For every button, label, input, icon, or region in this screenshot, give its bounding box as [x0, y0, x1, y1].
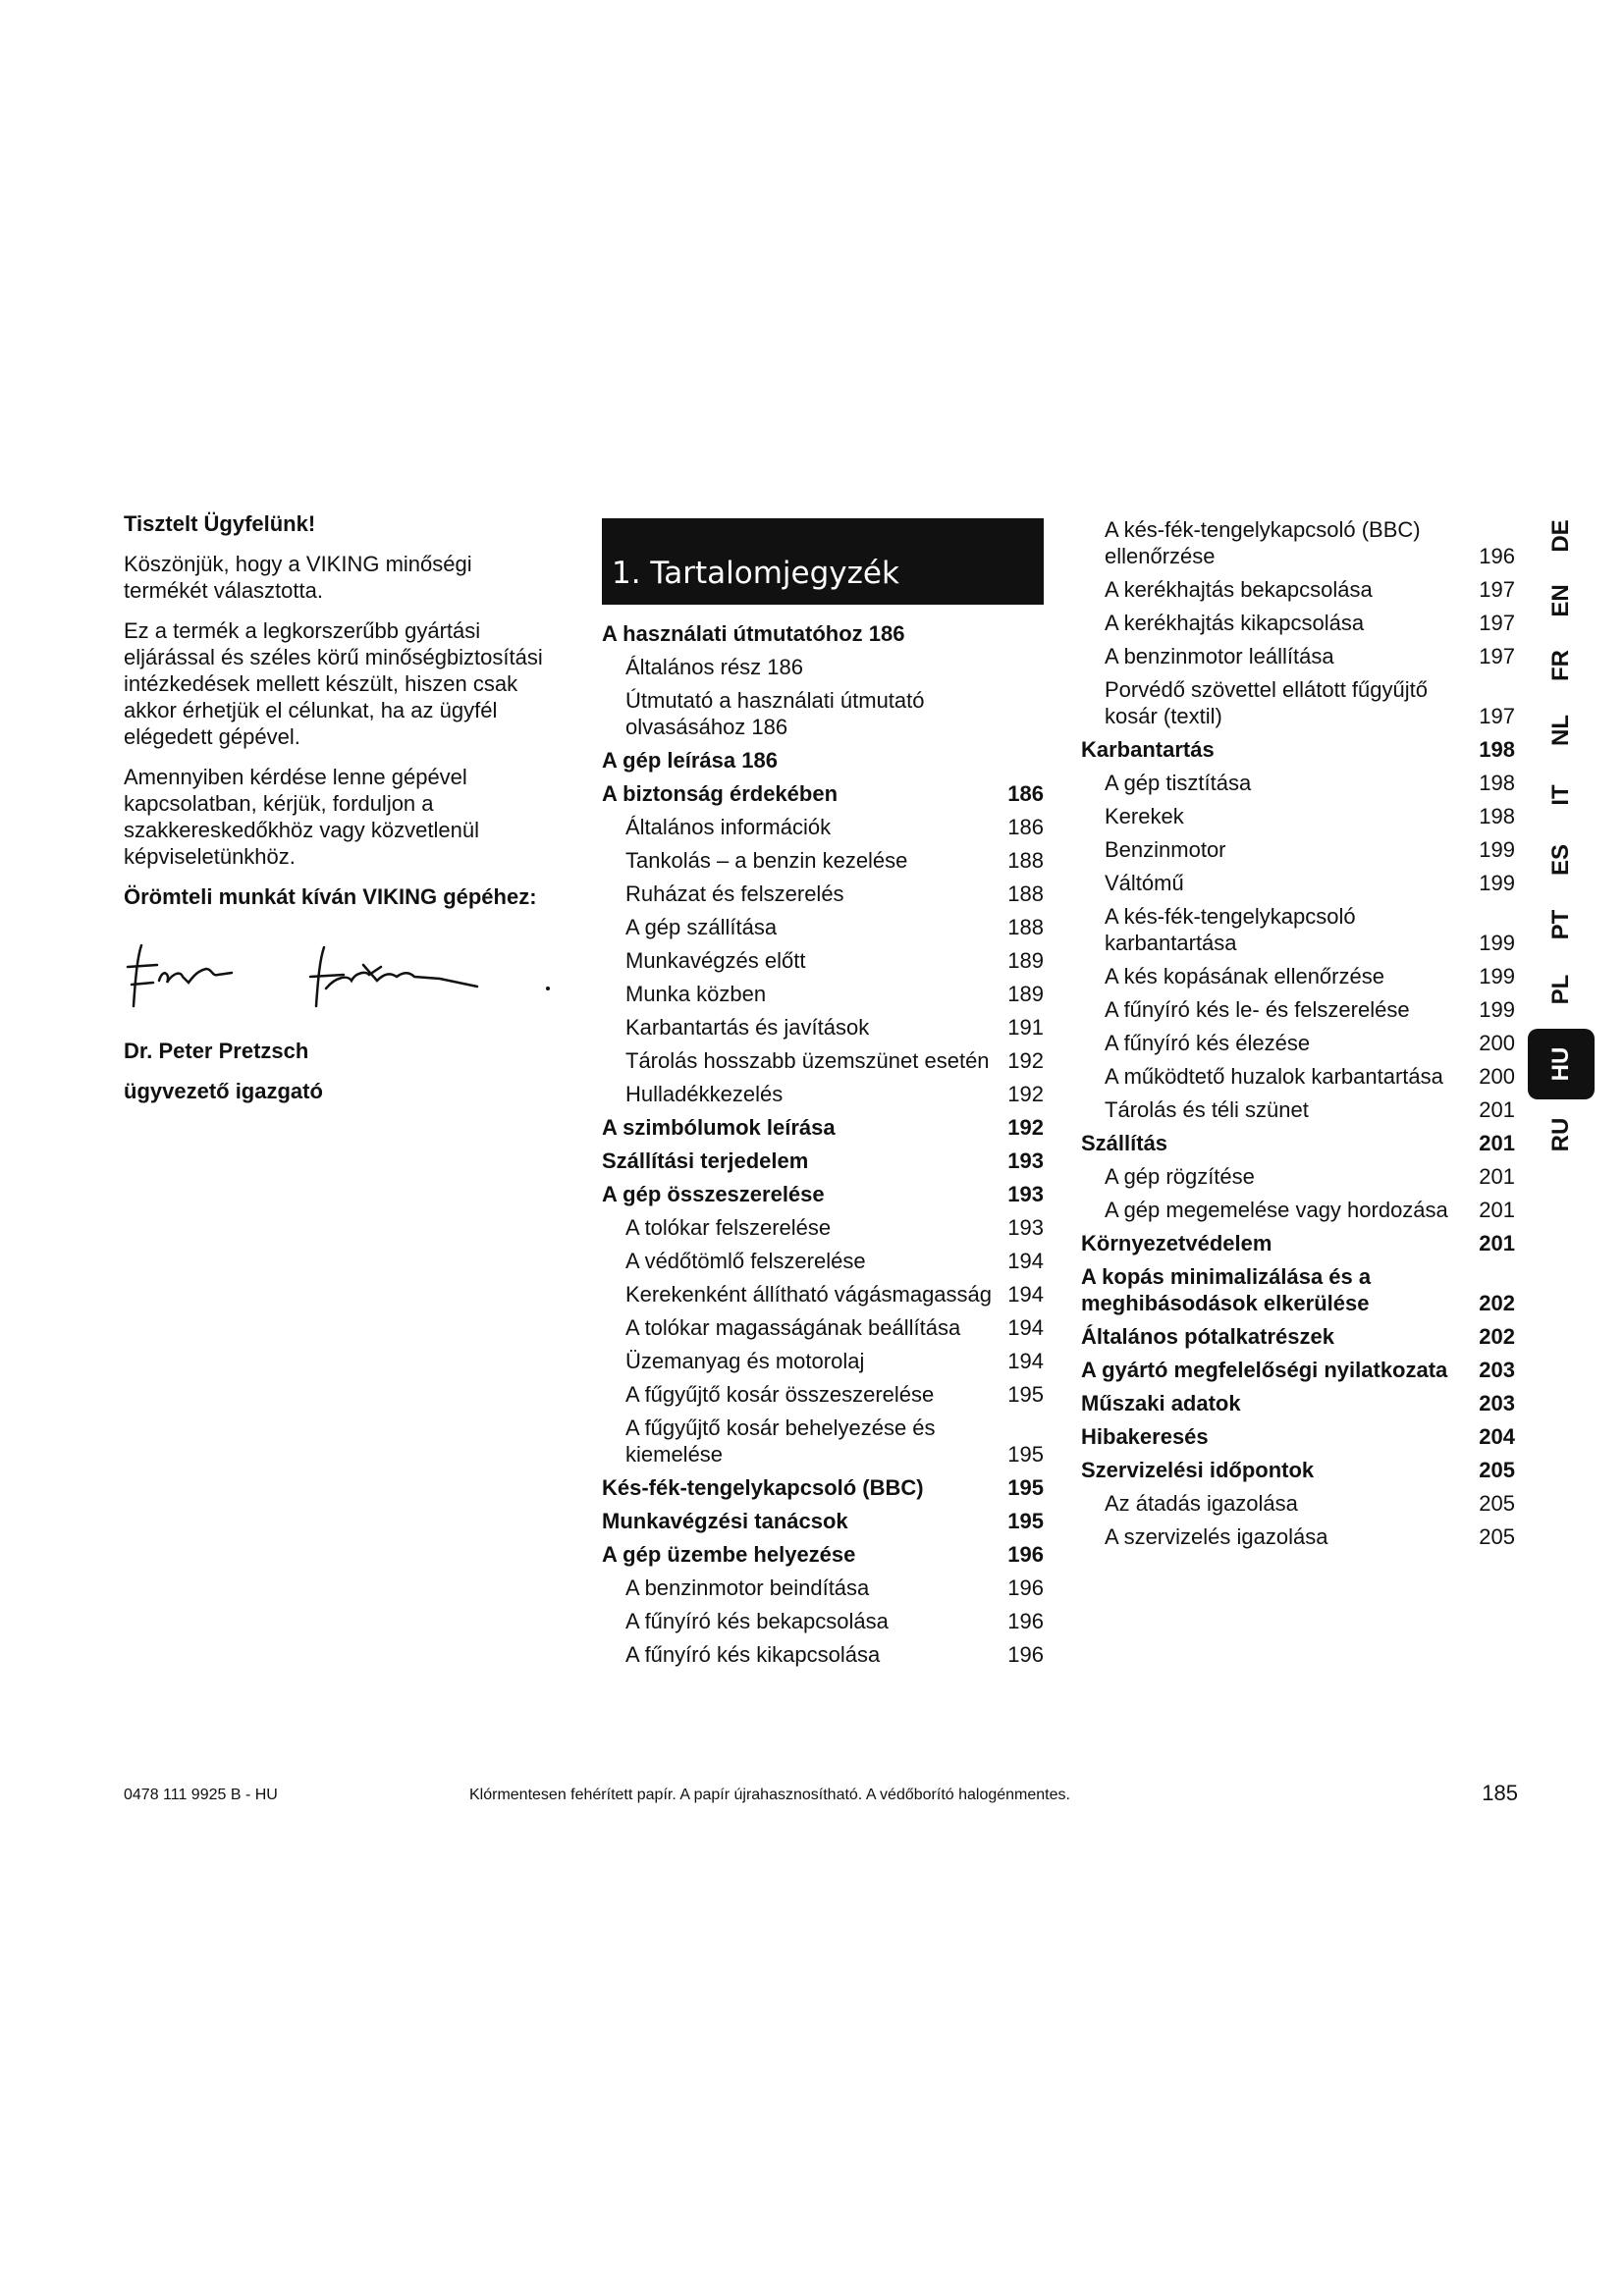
footer-paper-note: Klórmentesen fehérített papír. A papír újrahasznosítható. A védőborító halogénmentes.: [469, 1787, 1070, 1803]
toc-entry: [1081, 1130, 1515, 1156]
toc-entry: [602, 687, 1044, 740]
toc-entry-page: 197: [1479, 704, 1515, 728]
toc-entry: [1081, 576, 1515, 603]
toc-entry: [1081, 803, 1515, 829]
toc-entry: [602, 1474, 1044, 1501]
footer-document-code: 0478 111 9925 B - HU: [124, 1787, 278, 1803]
toc-entry: [602, 1608, 1044, 1634]
toc-entry-title: Általános pótalkatrészek: [1081, 1324, 1334, 1349]
toc-entry: [1081, 1390, 1515, 1416]
toc-entry-title: Üzemanyag és motorolaj: [625, 1349, 865, 1373]
page-number: 185: [1482, 1781, 1518, 1805]
toc-entry: [602, 1248, 1044, 1274]
toc-entry-title: A benzinmotor leállítása: [1105, 644, 1334, 668]
toc-entry-title: Karbantartás: [1081, 737, 1215, 762]
toc-entry: [602, 1081, 1044, 1107]
toc-entry-page: 192: [1007, 1082, 1044, 1106]
language-tab-label: RU: [1547, 1117, 1574, 1152]
toc-entry: [602, 1541, 1044, 1568]
toc-entry-page: 194: [1007, 1282, 1044, 1307]
toc-entry-page: 195: [1007, 1382, 1044, 1407]
toc-entry-title: Ruházat és felszerelés: [625, 881, 844, 906]
toc-entry-title: Váltómű: [1105, 871, 1184, 895]
language-tab-label: PT: [1547, 909, 1574, 940]
signer-title: ügyvezető igazgató: [124, 1079, 323, 1103]
language-tab-fr[interactable]: [1528, 640, 1595, 691]
toc-entry-title: A fűgyűjtő kosár behelyezése és kiemelése: [625, 1415, 936, 1467]
toc-entry-page: 193: [1007, 1182, 1044, 1206]
toc-entry-title: Általános információk: [625, 815, 832, 839]
toc-entry-page: 198: [1479, 804, 1515, 828]
language-tabs: [1528, 510, 1595, 1174]
toc-entry: [1081, 676, 1515, 729]
language-tab-hu[interactable]: [1528, 1029, 1595, 1099]
toc-entry: [602, 1415, 1044, 1468]
toc-entry-page: 205: [1479, 1524, 1515, 1549]
letter-closing: Örömteli munkát kíván VIKING gépéhez:: [124, 884, 537, 909]
toc-entry: [1081, 870, 1515, 896]
toc-entry-page: 196: [1007, 1609, 1044, 1633]
toc-entry-title: A védőtömlő felszerelése: [625, 1249, 866, 1273]
toc-entry-page: 192: [1007, 1115, 1044, 1140]
toc-entry-page: 199: [1479, 837, 1515, 862]
toc-entry-page: 186: [1007, 781, 1044, 806]
toc-entry-title: Porvédő szövettel ellátott fűgyűjtő kosár (textil): [1105, 677, 1428, 728]
toc-entry: [1081, 1523, 1515, 1550]
toc-entry-page: 189: [1007, 948, 1044, 973]
toc-entry-title: A fűnyíró kés kikapcsolása: [625, 1642, 881, 1667]
toc-entry-page: 194: [1007, 1249, 1044, 1273]
toc-entry-page: 193: [1007, 1148, 1044, 1173]
toc-entry-title: A gyártó megfelelőségi nyilatkozata: [1081, 1358, 1448, 1382]
toc-entry: [602, 1381, 1044, 1408]
toc-entry-title: A kés-fék-tengelykapcsoló karbantartása: [1105, 904, 1356, 955]
toc-entry: [602, 981, 1044, 1007]
toc-column-1: [602, 518, 1044, 1675]
toc-entry-page: 202: [1479, 1324, 1515, 1349]
toc-entry: [602, 947, 1044, 974]
toc-entry-title: Benzinmotor: [1105, 837, 1226, 862]
toc-entry-title: Szállítás: [1081, 1131, 1168, 1155]
toc-entry-page: 204: [1479, 1424, 1515, 1449]
signer-name: Dr. Peter Pretzsch: [124, 1039, 309, 1063]
toc-entry-title: A működtető huzalok karbantartása: [1105, 1064, 1443, 1089]
toc-entry: [1081, 610, 1515, 636]
toc-entry-title: A benzinmotor beindítása: [625, 1575, 870, 1600]
language-tab-label: FR: [1547, 650, 1574, 681]
toc-entry: [1081, 903, 1515, 956]
toc-entry: [602, 1181, 1044, 1207]
toc-entry: [602, 780, 1044, 807]
toc-entry-page: 198: [1479, 771, 1515, 795]
toc-entry-title: A gép szállítása: [625, 915, 778, 939]
toc-entry: [1081, 1323, 1515, 1350]
language-tab-label: HU: [1547, 1046, 1574, 1082]
toc-entry: [602, 1508, 1044, 1534]
toc-entry-title: Környezetvédelem: [1081, 1231, 1272, 1255]
toc-entry-page: 196: [1007, 1575, 1044, 1600]
toc-entry: [1081, 770, 1515, 796]
toc-entry-title: Az átadás igazolása: [1105, 1491, 1298, 1516]
letter-paragraph-1: Köszönjük, hogy a VIKING minőségi termékét választotta.: [124, 552, 472, 603]
toc-entry: [602, 847, 1044, 874]
toc-entry-page: 191: [1007, 1015, 1044, 1040]
toc-entry-title: A tolókar magasságának beállítása: [625, 1315, 961, 1340]
toc-entry-title: Szervizelési időpontok: [1081, 1458, 1315, 1482]
toc-entry-page: 199: [1479, 964, 1515, 988]
toc-entry: [602, 1114, 1044, 1141]
toc-list-1: [602, 620, 1044, 1668]
toc-entry-page: 188: [1007, 881, 1044, 906]
toc-entry-title: Munkavégzési tanácsok: [602, 1509, 848, 1533]
toc-entry: [1081, 1423, 1515, 1450]
toc-entry-title: Szállítási terjedelem: [602, 1148, 809, 1173]
toc-entry-page: 203: [1479, 1358, 1515, 1382]
toc-entry: [602, 1014, 1044, 1041]
toc-entry-page: 201: [1479, 1198, 1515, 1222]
toc-entry: [1081, 516, 1515, 569]
toc-entry-title: A gép tisztítása: [1105, 771, 1252, 795]
toc-entry-title: A kerékhajtás kikapcsolása: [1105, 611, 1365, 635]
language-tab-nl[interactable]: [1528, 705, 1595, 756]
toc-entry: [1081, 1357, 1515, 1383]
toc-entry-title: A biztonság érdekében: [602, 781, 839, 806]
toc-entry-page: 205: [1479, 1458, 1515, 1482]
toc-entry: [602, 654, 1044, 680]
toc-entry-page: 201: [1479, 1231, 1515, 1255]
toc-column-2: [1081, 516, 1515, 1557]
toc-entry-page: 203: [1479, 1391, 1515, 1415]
toc-entry-title: Hulladékkezelés: [625, 1082, 784, 1106]
toc-entry-page: 189: [1007, 982, 1044, 1006]
toc-entry-page: 193: [1007, 1215, 1044, 1240]
toc-entry-title: Kerekenként állítható vágásmagasság: [625, 1282, 993, 1307]
toc-entry-page: 195: [1007, 1442, 1044, 1467]
language-tab-ru[interactable]: [1528, 1109, 1595, 1160]
language-tab-pt[interactable]: [1528, 899, 1595, 950]
letter-paragraph-2: Ez a termék a legkorszerűbb gyártási eljárással és széles körű minőségbiztosítási intézkedések mellett készült, hiszen csak akkor érhetjük el célunkat, ha az ügyfél elégedett gépével.: [124, 618, 543, 749]
language-tab-pl[interactable]: [1528, 964, 1595, 1015]
toc-entry: [602, 1314, 1044, 1341]
toc-entry: [1081, 1030, 1515, 1056]
toc-entry-title: A gép megemelése vagy hordozása: [1105, 1198, 1448, 1222]
language-tab-label: PL: [1547, 974, 1574, 1005]
toc-entry-title: Kerekek: [1105, 804, 1184, 828]
toc-entry-title: A gép összeszerelése: [602, 1182, 825, 1206]
toc-entry-title: A szervizelés igazolása: [1105, 1524, 1328, 1549]
toc-entry: [1081, 1096, 1515, 1123]
toc-entry-page: 201: [1479, 1131, 1515, 1155]
toc-entry-page: 202: [1479, 1291, 1515, 1315]
toc-entry-page: 196: [1007, 1642, 1044, 1667]
toc-entry-page: 199: [1479, 871, 1515, 895]
toc-entry-page: 201: [1479, 1164, 1515, 1189]
toc-entry-title: Karbantartás és javítások: [625, 1015, 870, 1040]
toc-entry-title: Tankolás – a benzin kezelése: [625, 848, 908, 873]
toc-entry-title: A gép leírása 186: [602, 748, 778, 773]
toc-entry: [602, 1281, 1044, 1308]
toc-entry-title: A kés kopásának ellenőrzése: [1105, 964, 1384, 988]
toc-entry-page: 196: [1479, 544, 1515, 568]
welcome-letter: [124, 510, 556, 1118]
toc-entry: [1081, 1457, 1515, 1483]
toc-entry: [602, 881, 1044, 907]
toc-entry-page: 199: [1479, 997, 1515, 1022]
toc-entry: [1081, 1490, 1515, 1517]
toc-entry-title: A gép üzembe helyezése: [602, 1542, 856, 1567]
toc-entry-title: A tolókar felszerelése: [625, 1215, 832, 1240]
toc-entry-page: 192: [1007, 1048, 1044, 1073]
toc-entry: [1081, 736, 1515, 763]
letter-greeting: Tisztelt Ügyfelünk!: [124, 511, 316, 536]
letter-paragraph-3: Amennyiben kérdése lenne gépével kapcsolatban, kérjük, forduljon a szakkereskedőkhöz vagy közvetlenül képviseletünkhöz.: [124, 765, 479, 869]
toc-entry-title: Tárolás és téli szünet: [1105, 1097, 1309, 1122]
toc-entry: [602, 814, 1044, 840]
language-tab-label: DE: [1547, 519, 1574, 553]
toc-entry: [1081, 1230, 1515, 1256]
language-tab-label: NL: [1547, 715, 1574, 746]
toc-entry-title: Munka közben: [625, 982, 767, 1006]
toc-entry-page: 195: [1007, 1475, 1044, 1500]
signature-image: [124, 937, 556, 1016]
toc-entry-title: Általános rész 186: [625, 655, 803, 679]
toc-entry-title: Műszaki adatok: [1081, 1391, 1241, 1415]
toc-entry: [602, 620, 1044, 647]
toc-entry: [602, 914, 1044, 940]
toc-entry-page: 197: [1479, 577, 1515, 602]
toc-title: 1. Tartalomjegyzék: [602, 518, 1044, 605]
toc-entry-page: 197: [1479, 611, 1515, 635]
toc-entry-page: 198: [1479, 737, 1515, 762]
language-tab-en[interactable]: [1528, 575, 1595, 626]
language-tab-de[interactable]: [1528, 510, 1595, 561]
language-tab-es[interactable]: [1528, 834, 1595, 885]
toc-entry: [1081, 1163, 1515, 1190]
toc-entry-page: 188: [1007, 848, 1044, 873]
toc-entry-title: Munkavégzés előtt: [625, 948, 806, 973]
toc-entry-page: 188: [1007, 915, 1044, 939]
toc-entry: [1081, 1063, 1515, 1090]
toc-entry-title: A kopás minimalizálása és a meghibásodások elkerülése: [1081, 1264, 1372, 1315]
toc-entry-title: A szimbólumok leírása: [602, 1115, 836, 1140]
toc-entry-page: 197: [1479, 644, 1515, 668]
toc-entry: [1081, 1197, 1515, 1223]
toc-entry-title: Útmutató a használati útmutató olvasásához 186: [625, 688, 925, 739]
toc-entry-title: A kerékhajtás bekapcsolása: [1105, 577, 1373, 602]
toc-entry: [602, 1214, 1044, 1241]
language-tab-label: EN: [1547, 584, 1574, 617]
toc-entry-page: 201: [1479, 1097, 1515, 1122]
toc-entry-page: 195: [1007, 1509, 1044, 1533]
toc-entry-page: 199: [1479, 931, 1515, 955]
toc-entry-page: 200: [1479, 1064, 1515, 1089]
toc-entry-title: A fűnyíró kés le- és felszerelése: [1105, 997, 1410, 1022]
toc-entry-title: A kés-fék-tengelykapcsoló (BBC) ellenőrzése: [1105, 517, 1421, 568]
toc-entry: [602, 1575, 1044, 1601]
toc-entry-title: Tárolás hosszabb üzemszünet esetén: [625, 1048, 990, 1073]
toc-entry-title: A fűnyíró kés bekapcsolása: [625, 1609, 889, 1633]
toc-entry-page: 186: [1007, 815, 1044, 839]
toc-entry-title: A gép rögzítése: [1105, 1164, 1255, 1189]
toc-entry-title: A használati útmutatóhoz 186: [602, 621, 905, 646]
toc-entry: [602, 1047, 1044, 1074]
toc-entry: [1081, 836, 1515, 863]
toc-entry-title: A fűgyűjtő kosár összeszerelése: [625, 1382, 935, 1407]
toc-entry: [602, 1348, 1044, 1374]
toc-entry: [602, 1641, 1044, 1668]
toc-entry-page: 200: [1479, 1031, 1515, 1055]
toc-entry-title: A fűnyíró kés élezése: [1105, 1031, 1311, 1055]
toc-entry-title: Kés-fék-tengelykapcsoló (BBC): [602, 1475, 924, 1500]
toc-entry: [1081, 643, 1515, 669]
toc-entry: [602, 747, 1044, 774]
toc-entry-title: Hibakeresés: [1081, 1424, 1209, 1449]
toc-entry: [1081, 1263, 1515, 1316]
language-tab-label: IT: [1547, 784, 1574, 806]
toc-entry-page: 205: [1479, 1491, 1515, 1516]
language-tab-label: ES: [1547, 843, 1574, 877]
toc-entry-page: 194: [1007, 1349, 1044, 1373]
toc-entry: [1081, 996, 1515, 1023]
toc-entry-page: 194: [1007, 1315, 1044, 1340]
toc-entry-page: 196: [1007, 1542, 1044, 1567]
toc-entry: [1081, 963, 1515, 989]
toc-entry: [602, 1148, 1044, 1174]
language-tab-it[interactable]: [1528, 770, 1595, 821]
toc-list-2: [1081, 516, 1515, 1550]
